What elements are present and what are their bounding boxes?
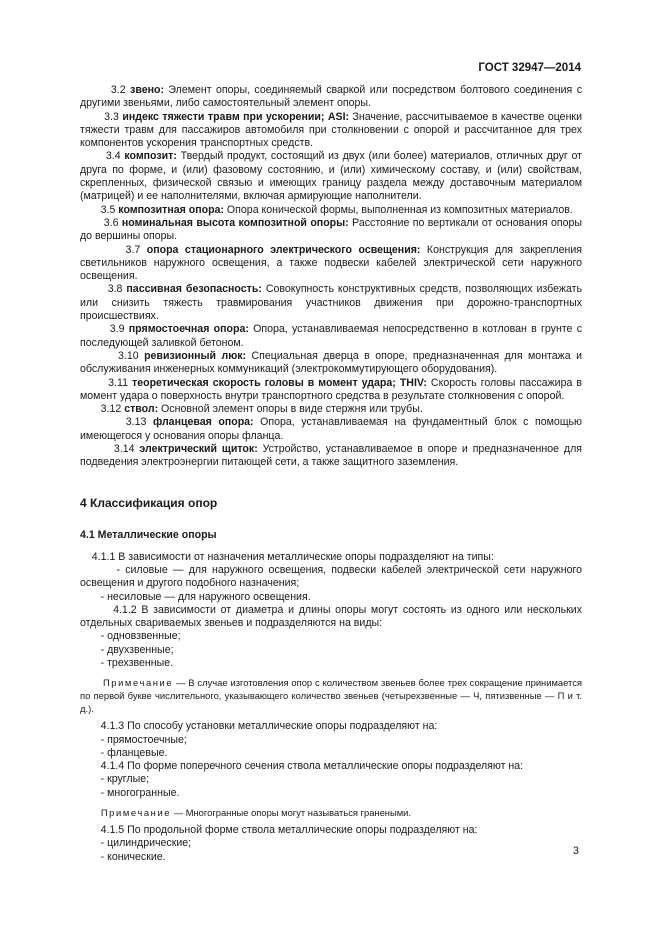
document-header: ГОСТ 32947—2014 xyxy=(478,62,581,74)
list-item: - несиловые — для наружного освещения. xyxy=(100,590,311,603)
definition-text: Значение, рассчитываемое в качестве оценки тяжести травм для пассажиров автомобиля при столкновении с опорой и рассчитанное для трех компонентов ускорения транспортных средств. xyxy=(80,110,582,150)
list-item: - конические. xyxy=(100,850,166,863)
definition-term: опора стационарного электрического освещения: xyxy=(146,243,421,256)
page-content xyxy=(80,84,582,864)
definition-term: композит: xyxy=(124,150,177,163)
definition-term: фланцевая опора: xyxy=(152,416,254,429)
list-item: - силовые — для наружного освещения, подвески кабелей электрической сети наружного освещения и другого подобного назначения; xyxy=(80,563,583,590)
list-item: - круглые; xyxy=(100,773,150,786)
note-1: Примечание — В случае изготовления опор с количеством звеньев более трех сокращение принимается по первой букве числительного, указывающего количество звеньев (четырехзвенные — Ч, пятизвенные — П и т. д.). xyxy=(80,677,582,715)
definition-text: Скорость головы пассажира в момент удара о поверхность внутри транспортного средства в результате столкновения с опорой. xyxy=(80,376,582,402)
definition-text: Элемент опоры, соединяемый сваркой или посредством болтового соединения с другими звеньями, либо самостоятельный элемент опоры. xyxy=(80,84,582,110)
definition-item xyxy=(80,323,582,350)
definition-term: прямостоечная опора: xyxy=(128,323,249,336)
definition-term: композитная опора: xyxy=(118,203,224,216)
definition-item xyxy=(80,403,582,416)
definition-term: индекс тяжести травм при ускорении; ASI: xyxy=(122,110,350,123)
paragraph-4-1-2: 4.1.2 В зависимости от диаметра и длины опоры могут состоять из одного или нескольких отдельных свариваемых звеньев и подразделяются на виды: xyxy=(80,603,582,630)
definition-item xyxy=(80,150,582,203)
definition-item xyxy=(80,350,582,377)
definition-number: 3.7 xyxy=(125,243,141,256)
section-title: 4 Классификация опор xyxy=(80,495,218,510)
definition-number: 3.8 xyxy=(107,283,123,296)
list-item: - трехзвенные. xyxy=(100,656,174,669)
paragraph-4-1-4: 4.1.4 По форме поперечного сечения ствола металлические опоры подразделяют на: xyxy=(100,760,524,773)
list-item: - двухзвенные; xyxy=(100,643,174,656)
definition-number: 3.2 xyxy=(110,84,126,96)
definition-number: 3.5 xyxy=(100,203,116,216)
definition-text: Опора, устанавливаемая непосредственно в котлован в грунте с последующей заливкой бетоном. xyxy=(80,323,583,349)
definitions-list xyxy=(80,84,582,470)
definition-number: 3.6 xyxy=(103,216,119,229)
definition-term: теоретическая скорость головы в момент удара; THIV: xyxy=(132,376,427,389)
note-2: Примечание — Многогранные опоры могут называться гранеными. xyxy=(100,807,411,819)
subsection-title: 4.1 Металлические опоры xyxy=(80,528,217,541)
definition-term: пассивная безопасность: xyxy=(126,283,262,296)
definition-item xyxy=(80,217,582,244)
definition-text: Твердый продукт, состоящий из двух (или более) материалов, отличных друг от друга по форме, и (или) фазовому состоянию, и (или) химическому составу, и (или) свойствам, скрепленных, физической связью и имеющих границу раздела между доставочным материалом (матрицей) и ее наполнителями, включая армирующие наполнители. xyxy=(80,150,583,203)
definition-number: 3.10 xyxy=(118,349,139,362)
definition-text: Расстояние по вертикали от основания опоры до вершины опоры. xyxy=(80,216,582,243)
definition-item xyxy=(80,377,582,404)
definition-number: 3.3 xyxy=(104,110,119,123)
definition-number: 3.14 xyxy=(113,443,135,456)
definition-text: Опора, устанавливаемая на фундаментный блок с помощью имеющегося у основания опоры фланца. xyxy=(80,416,582,442)
definition-text: Устройство, устанавливаемое в опоре и предназначенное для подведения электроэнергии питающей сети, а также защитного заземления. xyxy=(80,443,582,469)
definition-term: номинальная высота композитной опоры: xyxy=(121,216,349,229)
definition-term: ревизионный люк: xyxy=(144,349,247,362)
definition-term: ствол: xyxy=(124,403,159,416)
definition-number: 3.12 xyxy=(100,403,122,416)
list-item: - фланцевые. xyxy=(100,746,168,759)
definition-text: Специальная дверца в опоре, предназначенная для монтажа и обслуживания инженерных коммуникаций (электрокоммутирующего оборудования). xyxy=(80,349,582,376)
definition-number: 3.9 xyxy=(109,323,125,336)
definition-item xyxy=(80,416,582,443)
paragraph-4-1-5: 4.1.5 По продольной форме ствола металлические опоры подразделяют на: xyxy=(100,824,478,837)
definition-term: звено: xyxy=(130,84,164,96)
definition-item xyxy=(80,443,582,470)
list-item: - одновзвенные; xyxy=(100,630,181,643)
definition-text: Основной элемент опоры в виде стержня или трубы. xyxy=(158,403,423,416)
definition-number: 3.4 xyxy=(105,150,121,163)
definition-text: Опора конической формы, выполненная из композитных материалов. xyxy=(223,203,573,216)
list-item: - цилиндрические; xyxy=(100,837,192,850)
definition-item xyxy=(80,244,582,284)
definition-number: 3.13 xyxy=(125,416,147,429)
list-item: - многогранные. xyxy=(100,786,180,799)
definition-item xyxy=(80,84,582,111)
page-number: 3 xyxy=(573,845,579,857)
definition-item xyxy=(80,204,582,217)
definition-text: Конструкция для закрепления светильников наружного освещения, а также подвески кабелей электрической сети наружного освещения. xyxy=(80,243,583,283)
definition-item xyxy=(80,283,582,323)
definition-item xyxy=(80,111,582,151)
list-item: - прямостоечные; xyxy=(100,733,187,746)
paragraph-4-1-1: 4.1.1 В зависимости от назначения металлические опоры подразделяют на типы: xyxy=(91,550,494,563)
paragraph-4-1-3: 4.1.3 По способу установки металлические опоры подразделяют на: xyxy=(100,720,438,733)
definition-term: электрический щиток: xyxy=(139,443,258,456)
definition-text: Совокупность конструктивных средств, позволяющих избежать или снизить тяжесть травмирования участников движения при дорожно-транспортных происшествиях. xyxy=(80,283,582,323)
definition-number: 3.11 xyxy=(108,376,128,389)
